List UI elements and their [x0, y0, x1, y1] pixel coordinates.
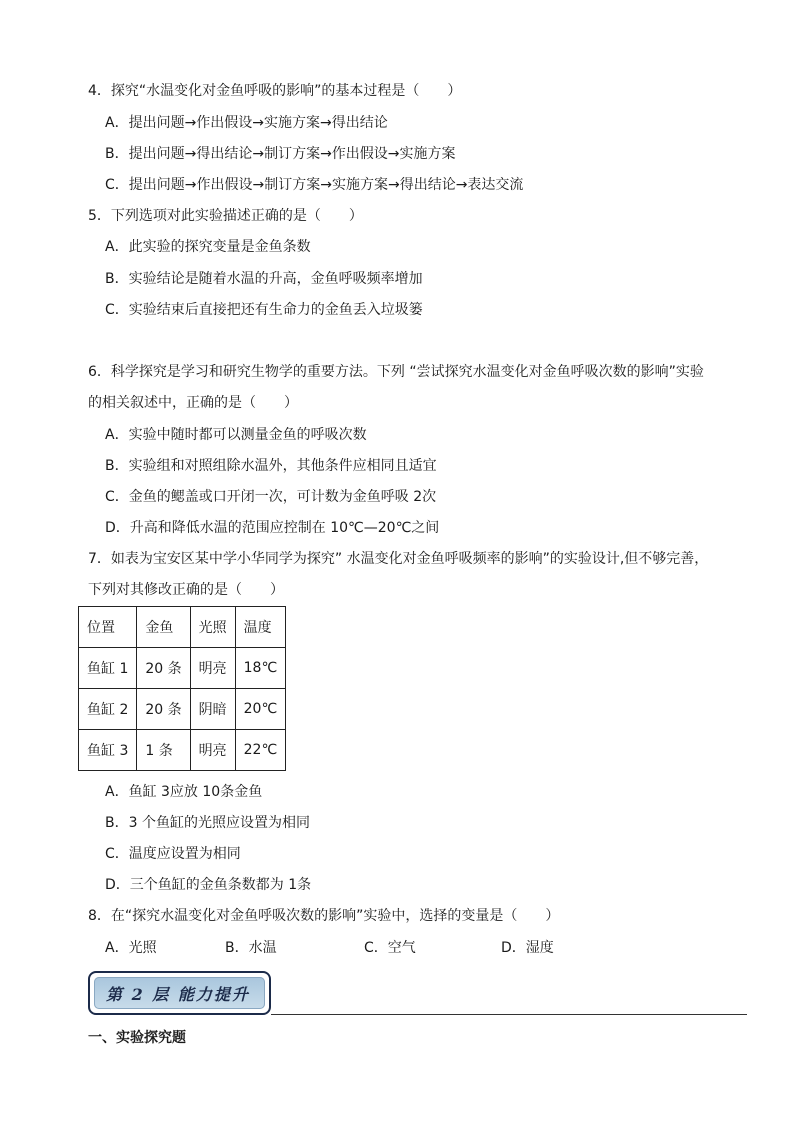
section-title: 一、实验探究题	[88, 1030, 186, 1046]
question-6-option-a: A．实验中随时都可以测量金鱼的呼吸次数	[105, 427, 367, 443]
question-8-options	[105, 938, 605, 958]
table-cell: 阴暗	[190, 689, 235, 730]
question-8-option-b: B．水温	[225, 940, 277, 956]
table-header-cell: 金鱼	[137, 607, 190, 648]
question-6-option-b: B．实验组和对照组除水温外，其他条件应相同且适宜	[105, 458, 437, 474]
table-header-cell: 光照	[190, 607, 235, 648]
question-8-option-d: D．湿度	[501, 940, 554, 956]
table-cell: 1 条	[137, 730, 190, 771]
question-7-stem-line1: 7．如表为宝安区某中学小华同学为探究” 水温变化对金鱼呼吸频率的影响”的实验设计,但不够完善，	[88, 551, 709, 567]
table-cell: 鱼缸 2	[79, 689, 137, 730]
question-6-option-d: D．升高和降低水温的范围应控制在 10℃—20℃之间	[105, 520, 440, 536]
question-7-stem-line2: 下列对其修改正确的是（ ）	[88, 582, 284, 598]
question-4-option-a: A．提出问题→作出假设→实施方案→得出结论	[105, 115, 388, 131]
experiment-table	[78, 606, 286, 771]
question-5-stem: 5．下列选项对此实验描述正确的是（ ）	[88, 208, 363, 224]
level-banner-label: 第 2 层 能力提升	[106, 985, 250, 1004]
question-8-option-c: C．空气	[364, 940, 416, 956]
table-cell: 20℃	[235, 689, 286, 730]
table-row	[79, 730, 286, 771]
table-cell: 18℃	[235, 648, 286, 689]
table-header-cell: 位置	[79, 607, 137, 648]
question-7-option-a: A．鱼缸 3应放 10条金鱼	[105, 784, 263, 800]
question-6-stem-line1: 6．科学探究是学习和研究生物学的重要方法。下列 “尝试探究水温变化对金鱼呼吸次数的影响”实验	[88, 364, 704, 380]
question-7-option-c: C．温度应设置为相同	[105, 846, 241, 862]
question-5-option-a: A．此实验的探究变量是金鱼条数	[105, 239, 311, 255]
table-row	[79, 648, 286, 689]
table-cell: 20 条	[137, 648, 190, 689]
level-banner	[88, 971, 271, 1015]
question-4-stem: 4．探究“水温变化对金鱼呼吸的影响”的基本过程是（ ）	[88, 83, 462, 99]
question-6-stem-line2: 的相关叙述中，正确的是（ ）	[88, 395, 298, 411]
table-cell: 明亮	[190, 648, 235, 689]
question-7-option-b: B．3 个鱼缸的光照应设置为相同	[105, 815, 310, 831]
question-4-option-b: B．提出问题→得出结论→制订方案→作出假设→实施方案	[105, 146, 456, 162]
section-divider	[271, 1014, 747, 1015]
table-cell: 鱼缸 3	[79, 730, 137, 771]
question-4-option-c: C．提出问题→作出假设→制订方案→实施方案→得出结论→表达交流	[105, 177, 524, 193]
table-row	[79, 689, 286, 730]
question-5-option-b: B．实验结论是随着水温的升高，金鱼呼吸频率增加	[105, 271, 423, 287]
table-header-cell: 温度	[235, 607, 286, 648]
question-8-stem: 8．在“探究水温变化对金鱼呼吸次数的影响”实验中，选择的变量是（ ）	[88, 908, 560, 924]
question-5-option-c: C．实验结束后直接把还有生命力的金鱼丢入垃圾篓	[105, 302, 423, 318]
question-6-option-c: C．金鱼的鳃盖或口开闭一次，可计数为金鱼呼吸 2次	[105, 489, 437, 505]
table-cell: 明亮	[190, 730, 235, 771]
table-header-row	[79, 607, 286, 648]
question-7-option-d: D．三个鱼缸的金鱼条数都为 1条	[105, 877, 312, 893]
question-8-option-a: A．光照	[105, 940, 157, 956]
table-cell: 20 条	[137, 689, 190, 730]
table-cell: 22℃	[235, 730, 286, 771]
table-cell: 鱼缸 1	[79, 648, 137, 689]
